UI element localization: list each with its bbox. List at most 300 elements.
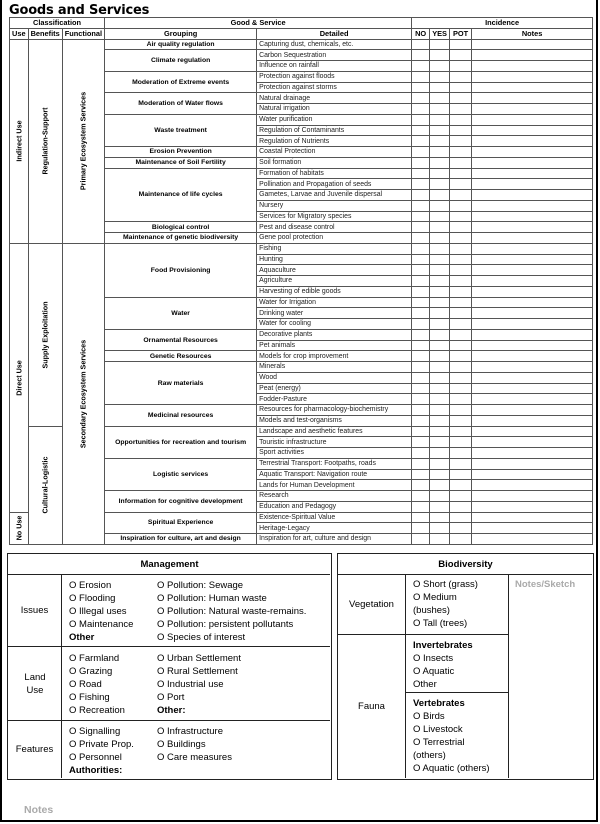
incidence-no-cell[interactable] [412, 114, 430, 125]
incidence-no-cell[interactable] [412, 211, 430, 222]
grouping-cell: Spiritual Experience [105, 512, 257, 534]
incidence-pot-cell[interactable] [450, 254, 472, 265]
incidence-pot-cell[interactable] [450, 319, 472, 330]
incidence-pot-cell[interactable] [450, 157, 472, 168]
issues-option[interactable]: O Flooding [69, 593, 116, 604]
incidence-yes-cell[interactable] [430, 329, 450, 340]
issues-option[interactable]: O Erosion [69, 580, 112, 591]
incidence-yes-cell[interactable] [430, 383, 450, 394]
benefit-regulation-support [28, 39, 62, 243]
incidence-notes-cell[interactable] [472, 351, 593, 362]
incidence-no-cell[interactable] [412, 157, 430, 168]
header-good-service: Good & Service [105, 18, 412, 29]
incidence-notes-cell[interactable] [472, 265, 593, 276]
grouping-cell: Erosion Prevention [105, 147, 257, 158]
detailed-cell: Harvesting of edible goods [257, 286, 412, 297]
incidence-notes-cell[interactable] [472, 501, 593, 512]
incidence-notes-cell[interactable] [472, 480, 593, 491]
incidence-pot-cell[interactable] [450, 190, 472, 201]
incidence-notes-cell[interactable] [472, 362, 593, 373]
incidence-notes-cell[interactable] [472, 448, 593, 459]
incidence-yes-cell[interactable] [430, 415, 450, 426]
detailed-cell: Pollination and Propagation of seeds [257, 179, 412, 190]
land-use-option[interactable]: O Urban Settlement [157, 653, 241, 664]
incidence-no-cell[interactable] [412, 383, 430, 394]
grouping-cell: Raw materials [105, 362, 257, 405]
incidence-notes-cell[interactable] [472, 114, 593, 125]
vertebrates-option[interactable]: O Terrestrial [413, 737, 465, 748]
incidence-no-cell[interactable] [412, 362, 430, 373]
invertebrates-option[interactable]: O Aquatic [413, 666, 455, 677]
detailed-cell: Minerals [257, 362, 412, 373]
incidence-notes-cell[interactable] [472, 523, 593, 534]
notes-area-label[interactable]: Notes [24, 804, 54, 816]
detailed-cell: Landscape and aesthetic features [257, 426, 412, 437]
issues-option[interactable]: O Species of interest [157, 632, 246, 643]
incidence-no-cell[interactable] [412, 340, 430, 351]
incidence-no-cell[interactable] [412, 372, 430, 383]
issues-option[interactable]: O Pollution: persistent pollutants [157, 619, 294, 630]
incidence-yes-cell[interactable] [430, 523, 450, 534]
incidence-notes-cell[interactable] [472, 372, 593, 383]
incidence-pot-cell[interactable] [450, 61, 472, 72]
vegetation-option[interactable]: O Tall (trees) [413, 618, 468, 629]
incidence-no-cell[interactable] [412, 125, 430, 136]
benefit-cultural-logistic [28, 426, 62, 544]
grouping-cell: Air quality regulation [105, 39, 257, 50]
use-indirect [10, 39, 29, 243]
incidence-pot-cell[interactable] [450, 362, 472, 373]
grouping-cell: Logistic services [105, 458, 257, 490]
incidence-pot-cell[interactable] [450, 415, 472, 426]
detailed-cell: Nursery [257, 200, 412, 211]
incidence-notes-cell[interactable] [472, 71, 593, 82]
functional-primary-text: Primary Ecosystem Services [78, 91, 88, 191]
incidence-no-cell[interactable] [412, 394, 430, 405]
incidence-no-cell[interactable] [412, 265, 430, 276]
detailed-cell: Existence-Spiritual Value [257, 512, 412, 523]
incidence-no-cell[interactable] [412, 61, 430, 72]
land-use-option[interactable]: O Road [69, 679, 102, 690]
incidence-yes-cell[interactable] [430, 351, 450, 362]
incidence-no-cell[interactable] [412, 469, 430, 480]
grouping-cell: Ornamental Resources [105, 329, 257, 351]
incidence-yes-cell[interactable] [430, 534, 450, 545]
incidence-notes-cell[interactable] [472, 243, 593, 254]
incidence-notes-cell[interactable] [472, 93, 593, 104]
incidence-notes-cell[interactable] [472, 104, 593, 115]
features-option[interactable]: O Personnel [69, 752, 122, 763]
detailed-cell: Peat (energy) [257, 383, 412, 394]
incidence-no-cell[interactable] [412, 523, 430, 534]
incidence-pot-cell[interactable] [450, 125, 472, 136]
detailed-cell: Soil formation [257, 157, 412, 168]
incidence-yes-cell[interactable] [430, 222, 450, 233]
incidence-no-cell[interactable] [412, 222, 430, 233]
incidence-no-cell[interactable] [412, 297, 430, 308]
incidence-yes-cell[interactable] [430, 168, 450, 179]
incidence-no-cell[interactable] [412, 136, 430, 147]
incidence-notes-cell[interactable] [472, 200, 593, 211]
incidence-pot-cell[interactable] [450, 147, 472, 158]
detailed-cell: Models for crop improvement [257, 351, 412, 362]
incidence-pot-cell[interactable] [450, 523, 472, 534]
incidence-notes-cell[interactable] [472, 190, 593, 201]
incidence-yes-cell[interactable] [430, 297, 450, 308]
land-use-label: Land Use [24, 671, 46, 696]
incidence-yes-cell[interactable] [430, 437, 450, 448]
incidence-no-cell[interactable] [412, 243, 430, 254]
incidence-pot-cell[interactable] [450, 383, 472, 394]
detailed-cell: Protection against storms [257, 82, 412, 93]
incidence-no-cell[interactable] [412, 190, 430, 201]
incidence-notes-cell[interactable] [472, 491, 593, 502]
incidence-no-cell[interactable] [412, 458, 430, 469]
land-use-option[interactable]: O Recreation [69, 705, 125, 716]
issues-option[interactable]: O Pollution: Sewage [157, 580, 244, 591]
incidence-no-cell[interactable] [412, 104, 430, 115]
incidence-notes-cell[interactable] [472, 61, 593, 72]
issues-option[interactable]: O Maintenance [69, 619, 134, 630]
incidence-notes-cell[interactable] [472, 157, 593, 168]
use-none-text: No Use [14, 515, 24, 541]
incidence-yes-cell[interactable] [430, 458, 450, 469]
incidence-pot-cell[interactable] [450, 233, 472, 244]
detailed-cell: Gametes, Larvae and Juvenile dispersal [257, 190, 412, 201]
incidence-notes-cell[interactable] [472, 211, 593, 222]
incidence-yes-cell[interactable] [430, 308, 450, 319]
use-none [10, 512, 29, 544]
incidence-notes-cell[interactable] [472, 458, 593, 469]
incidence-pot-cell[interactable] [450, 104, 472, 115]
detailed-cell: Sport activities [257, 448, 412, 459]
incidence-no-cell[interactable] [412, 501, 430, 512]
grouping-cell: Waste treatment [105, 114, 257, 146]
grouping-cell: Biological control [105, 222, 257, 233]
incidence-notes-cell[interactable] [472, 179, 593, 190]
incidence-yes-cell[interactable] [430, 512, 450, 523]
incidence-pot-cell[interactable] [450, 458, 472, 469]
features-option[interactable]: O Care measures [157, 752, 232, 763]
incidence-no-cell[interactable] [412, 415, 430, 426]
incidence-yes-cell[interactable] [430, 61, 450, 72]
incidence-no-cell[interactable] [412, 82, 430, 93]
incidence-yes-cell[interactable] [430, 136, 450, 147]
incidence-yes-cell[interactable] [430, 480, 450, 491]
issues-options-col2 [157, 579, 306, 644]
incidence-no-cell[interactable] [412, 179, 430, 190]
incidence-pot-cell[interactable] [450, 222, 472, 233]
incidence-no-cell[interactable] [412, 39, 430, 50]
issues-option[interactable]: O Pollution: Human waste [157, 593, 267, 604]
table-row [10, 243, 593, 254]
incidence-yes-cell[interactable] [430, 340, 450, 351]
incidence-pot-cell[interactable] [450, 265, 472, 276]
incidence-no-cell[interactable] [412, 168, 430, 179]
incidence-yes-cell[interactable] [430, 200, 450, 211]
incidence-yes-cell[interactable] [430, 104, 450, 115]
features-authorities-label: Authorities: [69, 765, 123, 776]
notes-sketch-area[interactable]: Notes/Sketch [515, 579, 576, 590]
land-use-options-col2 [157, 652, 241, 717]
vegetation-option[interactable]: O Short (grass) [413, 579, 478, 590]
incidence-notes-cell[interactable] [472, 297, 593, 308]
incidence-yes-cell[interactable] [430, 319, 450, 330]
incidence-pot-cell[interactable] [450, 437, 472, 448]
detailed-cell: Gene pool protection [257, 233, 412, 244]
incidence-no-cell[interactable] [412, 254, 430, 265]
detailed-cell: Services for Migratory species [257, 211, 412, 222]
incidence-pot-cell[interactable] [450, 243, 472, 254]
header-functional: Functional [62, 28, 104, 39]
incidence-pot-cell[interactable] [450, 340, 472, 351]
header-grouping: Grouping [105, 28, 257, 39]
features-option[interactable]: O Buildings [157, 739, 206, 750]
detailed-cell: Hunting [257, 254, 412, 265]
detailed-cell: Natural drainage [257, 93, 412, 104]
incidence-no-cell[interactable] [412, 71, 430, 82]
benefit-supply-exploitation-text: Supply Exploitation [40, 301, 50, 369]
incidence-yes-cell[interactable] [430, 93, 450, 104]
incidence-pot-cell[interactable] [450, 168, 472, 179]
incidence-no-cell[interactable] [412, 329, 430, 340]
incidence-yes-cell[interactable] [430, 147, 450, 158]
vegetation-label: Vegetation [349, 599, 394, 610]
vertebrates-options [413, 697, 490, 775]
detailed-cell: Touristic infrastructure [257, 437, 412, 448]
incidence-no-cell[interactable] [412, 276, 430, 287]
incidence-yes-cell[interactable] [430, 233, 450, 244]
incidence-no-cell[interactable] [412, 351, 430, 362]
incidence-yes-cell[interactable] [430, 286, 450, 297]
incidence-notes-cell[interactable] [472, 394, 593, 405]
incidence-yes-cell[interactable] [430, 394, 450, 405]
incidence-no-cell[interactable] [412, 147, 430, 158]
land-use-option[interactable]: O Rural Settlement [157, 666, 238, 677]
benefit-supply-exploitation [28, 243, 62, 426]
vertebrates-option[interactable]: O Aquatic (others) [413, 763, 490, 774]
incidence-yes-cell[interactable] [430, 125, 450, 136]
incidence-pot-cell[interactable] [450, 286, 472, 297]
incidence-notes-cell[interactable] [472, 426, 593, 437]
incidence-no-cell[interactable] [412, 200, 430, 211]
grouping-cell: Maintenance of Soil Fertility [105, 157, 257, 168]
incidence-yes-cell[interactable] [430, 243, 450, 254]
incidence-no-cell[interactable] [412, 286, 430, 297]
incidence-notes-cell[interactable] [472, 168, 593, 179]
incidence-notes-cell[interactable] [472, 286, 593, 297]
features-option[interactable]: O Private Prop. [69, 739, 134, 750]
land-use-option[interactable]: O Grazing [69, 666, 113, 677]
incidence-no-cell[interactable] [412, 405, 430, 416]
incidence-pot-cell[interactable] [450, 469, 472, 480]
incidence-notes-cell[interactable] [472, 308, 593, 319]
incidence-pot-cell[interactable] [450, 480, 472, 491]
incidence-notes-cell[interactable] [472, 405, 593, 416]
incidence-notes-cell[interactable] [472, 329, 593, 340]
incidence-no-cell[interactable] [412, 448, 430, 459]
incidence-yes-cell[interactable] [430, 211, 450, 222]
grouping-cell: Opportunities for recreation and tourism [105, 426, 257, 458]
incidence-yes-cell[interactable] [430, 426, 450, 437]
incidence-pot-cell[interactable] [450, 512, 472, 523]
incidence-no-cell[interactable] [412, 426, 430, 437]
issues-option[interactable]: O Pollution: Natural waste-remains. [157, 606, 307, 617]
issues-option[interactable]: O Illegal uses [69, 606, 127, 617]
incidence-pot-cell[interactable] [450, 308, 472, 319]
incidence-notes-cell[interactable] [472, 147, 593, 158]
detailed-cell: Natural irrigation [257, 104, 412, 115]
incidence-yes-cell[interactable] [430, 50, 450, 61]
incidence-pot-cell[interactable] [450, 426, 472, 437]
incidence-yes-cell[interactable] [430, 491, 450, 502]
incidence-pot-cell[interactable] [450, 93, 472, 104]
incidence-pot-cell[interactable] [450, 501, 472, 512]
page-title: Goods and Services [9, 3, 150, 18]
incidence-pot-cell[interactable] [450, 448, 472, 459]
biodiversity-title: Biodiversity [438, 559, 493, 570]
incidence-notes-cell[interactable] [472, 319, 593, 330]
functional-secondary-text: Secondary Ecosystem Services [78, 339, 88, 448]
fauna-label: Fauna [358, 701, 385, 712]
incidence-notes-cell[interactable] [472, 254, 593, 265]
benefit-regulation-support-text: Regulation-Support [40, 107, 50, 175]
incidence-notes-cell[interactable] [472, 512, 593, 523]
incidence-pot-cell[interactable] [450, 71, 472, 82]
incidence-pot-cell[interactable] [450, 114, 472, 125]
incidence-pot-cell[interactable] [450, 82, 472, 93]
incidence-notes-cell[interactable] [472, 469, 593, 480]
features-label: Features [15, 744, 54, 755]
detailed-cell: Pet animals [257, 340, 412, 351]
incidence-yes-cell[interactable] [430, 114, 450, 125]
land-use-option[interactable]: O Industrial use [157, 679, 224, 690]
incidence-notes-cell[interactable] [472, 415, 593, 426]
vertebrates-heading: Vertebrates [413, 698, 465, 709]
incidence-notes-cell[interactable] [472, 437, 593, 448]
detailed-cell: Fishing [257, 243, 412, 254]
incidence-no-cell[interactable] [412, 480, 430, 491]
vegetation-option-continued: (bushes) [413, 605, 450, 616]
incidence-yes-cell[interactable] [430, 362, 450, 373]
incidence-yes-cell[interactable] [430, 179, 450, 190]
incidence-no-cell[interactable] [412, 233, 430, 244]
detailed-cell: Models and test-organisms [257, 415, 412, 426]
incidence-yes-cell[interactable] [430, 448, 450, 459]
incidence-pot-cell[interactable] [450, 491, 472, 502]
management-panel [7, 553, 332, 780]
incidence-no-cell[interactable] [412, 512, 430, 523]
incidence-pot-cell[interactable] [450, 297, 472, 308]
header-notes: Notes [472, 28, 593, 39]
incidence-notes-cell[interactable] [472, 233, 593, 244]
incidence-notes-cell[interactable] [472, 136, 593, 147]
incidence-pot-cell[interactable] [450, 136, 472, 147]
incidence-no-cell[interactable] [412, 93, 430, 104]
incidence-yes-cell[interactable] [430, 254, 450, 265]
incidence-pot-cell[interactable] [450, 179, 472, 190]
incidence-no-cell[interactable] [412, 308, 430, 319]
issues-other-label: Other [69, 632, 95, 643]
vertebrates-option[interactable]: O Birds [413, 711, 445, 722]
incidence-yes-cell[interactable] [430, 39, 450, 50]
land-use-option[interactable]: O Fishing [69, 692, 110, 703]
incidence-no-cell[interactable] [412, 534, 430, 545]
vertebrates-option[interactable]: O Livestock [413, 724, 463, 735]
incidence-notes-cell[interactable] [472, 276, 593, 287]
land-use-option[interactable]: O Farmland [69, 653, 120, 664]
incidence-notes-cell[interactable] [472, 82, 593, 93]
vegetation-option[interactable]: O Medium [413, 592, 457, 603]
invertebrates-option[interactable]: O Insects [413, 653, 454, 664]
incidence-notes-cell[interactable] [472, 534, 593, 545]
incidence-yes-cell[interactable] [430, 469, 450, 480]
incidence-yes-cell[interactable] [430, 405, 450, 416]
incidence-yes-cell[interactable] [430, 501, 450, 512]
land-use-option[interactable]: O Port [157, 692, 185, 703]
incidence-pot-cell[interactable] [450, 50, 472, 61]
features-option[interactable]: O Infrastructure [157, 726, 223, 737]
incidence-yes-cell[interactable] [430, 276, 450, 287]
incidence-no-cell[interactable] [412, 437, 430, 448]
incidence-yes-cell[interactable] [430, 82, 450, 93]
incidence-notes-cell[interactable] [472, 340, 593, 351]
features-option[interactable]: O Signalling [69, 726, 121, 737]
incidence-pot-cell[interactable] [450, 351, 472, 362]
header-incidence: Incidence [412, 18, 593, 29]
incidence-pot-cell[interactable] [450, 329, 472, 340]
incidence-yes-cell[interactable] [430, 71, 450, 82]
header-yes: YES [430, 28, 450, 39]
incidence-pot-cell[interactable] [450, 534, 472, 545]
incidence-notes-cell[interactable] [472, 50, 593, 61]
detailed-cell: Formation of habitats [257, 168, 412, 179]
incidence-notes-cell[interactable] [472, 383, 593, 394]
grouping-cell: Inspiration for culture, art and design [105, 534, 257, 545]
incidence-yes-cell[interactable] [430, 372, 450, 383]
grouping-cell: Climate regulation [105, 50, 257, 72]
incidence-pot-cell[interactable] [450, 39, 472, 50]
invertebrates-other-label: Other [413, 679, 437, 690]
detailed-cell: Resources for pharmacology-biochemistry [257, 405, 412, 416]
detailed-cell: Coastal Protection [257, 147, 412, 158]
detailed-cell: Inspiration for art, culture and design [257, 534, 412, 545]
incidence-notes-cell[interactable] [472, 222, 593, 233]
incidence-notes-cell[interactable] [472, 39, 593, 50]
invertebrates-heading: Invertebrates [413, 640, 473, 651]
incidence-pot-cell[interactable] [450, 211, 472, 222]
incidence-yes-cell[interactable] [430, 157, 450, 168]
detailed-cell: Drinking water [257, 308, 412, 319]
detailed-cell: Terrestrial Transport: Footpaths, roads [257, 458, 412, 469]
detailed-cell: Influence on rainfall [257, 61, 412, 72]
incidence-no-cell[interactable] [412, 50, 430, 61]
incidence-pot-cell[interactable] [450, 372, 472, 383]
use-direct-text: Direct Use [14, 359, 24, 396]
incidence-yes-cell[interactable] [430, 190, 450, 201]
incidence-pot-cell[interactable] [450, 200, 472, 211]
incidence-yes-cell[interactable] [430, 265, 450, 276]
grouping-cell: Information for cognitive development [105, 491, 257, 513]
incidence-pot-cell[interactable] [450, 276, 472, 287]
detailed-cell: Carbon Sequestration [257, 50, 412, 61]
incidence-no-cell[interactable] [412, 319, 430, 330]
incidence-pot-cell[interactable] [450, 394, 472, 405]
incidence-no-cell[interactable] [412, 491, 430, 502]
detailed-cell: Aquaculture [257, 265, 412, 276]
incidence-pot-cell[interactable] [450, 405, 472, 416]
incidence-notes-cell[interactable] [472, 125, 593, 136]
